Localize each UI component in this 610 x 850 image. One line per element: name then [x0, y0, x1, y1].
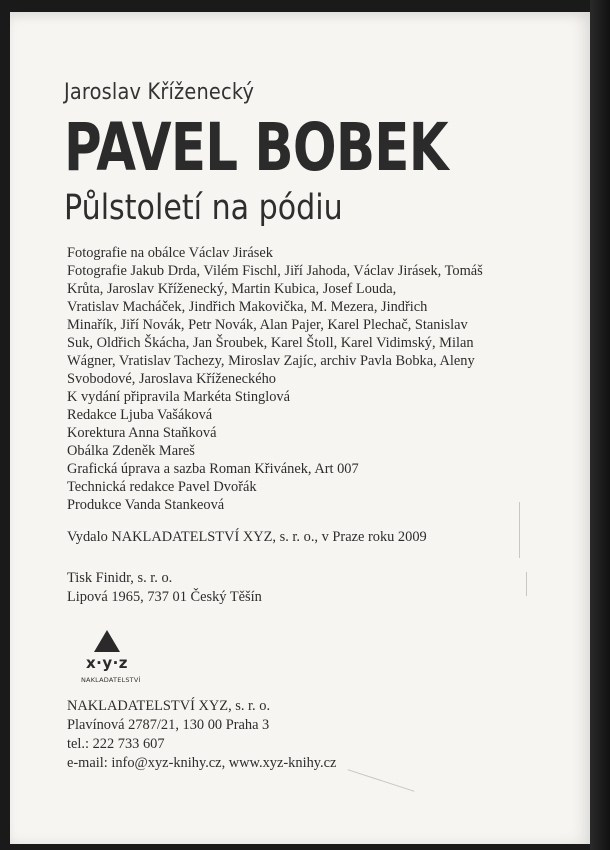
logo-name: x·y·z: [85, 654, 129, 672]
book-title: PAVEL BOBEK: [64, 109, 448, 186]
page-edge: [590, 0, 610, 850]
book-page: [10, 12, 590, 844]
printer-name: Tisk Finidr, s. r. o.: [67, 570, 173, 586]
credit-line: Produkce Vanda Stankeová: [67, 497, 225, 513]
contact-address: Plavínová 2787/21, 130 00 Praha 3: [67, 717, 270, 733]
publisher-line: Vydalo NAKLADATELSTVÍ XYZ, s. r. o., v Praze roku 2009: [67, 529, 427, 545]
credit-line: Wágner, Vratislav Tachezy, Miroslav Zajíc, archiv Pavla Bobka, Aleny: [67, 353, 475, 369]
credit-line: Suk, Oldřich Škácha, Jan Šroubek, Karel Štoll, Karel Vidimský, Milan: [67, 335, 474, 351]
print-block: [67, 569, 262, 607]
credit-line: Fotografie na obálce Václav Jirásek: [67, 245, 273, 261]
credit-line: Krůta, Jaroslav Kříženecký, Martin Kubica, Josef Louda,: [67, 281, 397, 297]
credit-line: Technická redakce Pavel Dvořák: [67, 479, 257, 495]
contact-block: [67, 697, 336, 773]
credit-line: Fotografie Jakub Drda, Vilém Fischl, Jiří Jahoda, Václav Jirásek, Tomáš: [67, 263, 483, 279]
logo-subtitle: NAKLADATELSTVÍ: [81, 676, 141, 684]
credits-block: [67, 244, 517, 514]
paper-mark: [348, 769, 415, 792]
contact-email: e-mail: info@xyz-knihy.cz, www.xyz-knihy.cz: [67, 755, 337, 771]
publisher-logo: [82, 630, 162, 690]
author-name: Jaroslav Kříženecký: [64, 80, 255, 105]
credit-line: Minařík, Jiří Novák, Petr Novák, Alan Pajer, Karel Plechač, Stanislav: [67, 317, 468, 333]
credit-line: Obálka Zdeněk Mareš: [67, 443, 195, 459]
paper-mark: [526, 572, 527, 596]
contact-name: NAKLADATELSTVÍ XYZ, s. r. o.: [67, 698, 271, 714]
credit-line: Vratislav Macháček, Jindřich Makovička, M. Mezera, Jindřich: [67, 299, 428, 315]
printer-address: Lipová 1965, 737 01 Český Těšín: [67, 589, 262, 605]
contact-phone: tel.: 222 733 607: [67, 736, 165, 752]
triangle-icon: [94, 630, 120, 652]
credit-line: Grafická úprava a sazba Roman Křivánek, Art 007: [67, 461, 359, 477]
credit-line: K vydání připravila Markéta Stinglová: [67, 389, 290, 405]
credit-line: Redakce Ljuba Vašáková: [67, 407, 213, 423]
book-subtitle: Půlstoletí na pódiu: [64, 188, 343, 228]
credit-line: Svobodové, Jaroslava Kříženeckého: [67, 371, 276, 387]
paper-mark: [519, 502, 520, 558]
credit-line: Korektura Anna Staňková: [67, 425, 217, 441]
